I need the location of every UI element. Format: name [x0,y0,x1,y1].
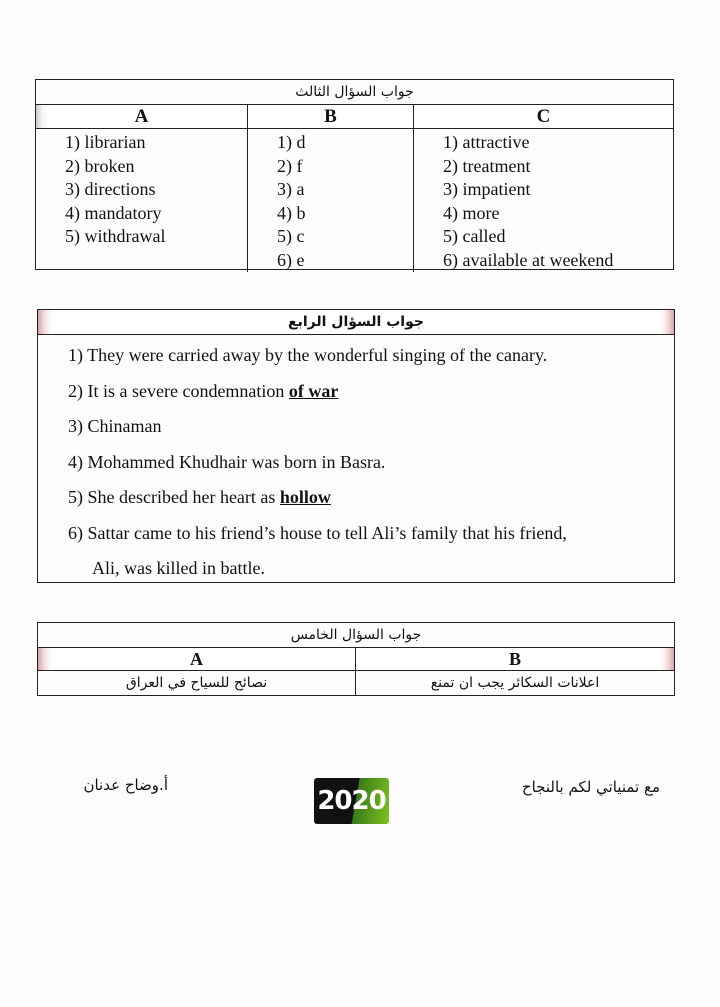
cell-b: اعلانات السكائر يجب ان تمنع [430,675,600,691]
answers-list [38,335,674,587]
answer-3: 3) Chinaman [68,416,162,436]
list-item: 5) c [277,226,305,246]
answer-6-line-1: 6) Sattar came to his friend’s house to tell Ali’s family that his friend, [68,522,567,543]
answer-table-q4 [37,309,675,583]
closing-wishes: مع تمنياتي لكم بالنجاح [521,778,660,796]
list-item: 2) broken [65,155,135,176]
table-title-q3: جواب السؤال الثالث [36,80,673,105]
list-item: 5) withdrawal [65,226,166,246]
header-a: A [36,105,248,128]
list-item: 4) mandatory [65,202,162,223]
list-item: 2) f [277,155,303,176]
header-b: B [248,105,414,128]
cell-a: نصائح للسياح في العراق [38,671,356,695]
list-item: 3) impatient [443,179,531,199]
table-header-row [38,648,674,671]
table-title-q5: جواب السؤال الخامس [38,623,674,648]
list-item: 1) librarian [65,132,146,152]
answer-5 [68,480,674,516]
answer-2-text: 2) It is a severe condemnation [68,380,289,401]
answer-6-line-2: Ali, was killed in battle. [92,558,265,578]
table-title-q4: جواب السؤال الرابع [38,310,674,335]
answer-table-q3 [35,79,674,270]
list-item: 3) directions [65,179,156,199]
list-item: 2) treatment [443,155,531,176]
list-item: 4) more [443,202,500,223]
column-c [414,129,673,272]
header-c: C [536,106,551,127]
column-a [36,129,248,272]
year-logo: 2020 [314,778,389,824]
list-item: 6) available at weekend [443,249,614,270]
answer-5-text: 5) She described her heart as [68,487,280,507]
list-item: 1) d [277,132,306,152]
answer-4: 4) Mohammed Khudhair was born in Basra. [68,451,386,472]
answer-1: 1) They were carried away by the wonderful singing of the canary. [68,345,548,365]
list-item: 3) a [277,179,305,199]
answer-2 [68,374,674,410]
column-b [248,129,414,272]
table-header-row [36,105,673,129]
answer-table-q5 [37,622,675,696]
list-item: 4) b [277,202,306,223]
table-row [38,671,674,695]
list-item: 5) called [443,226,506,246]
answer-2-emphasis: of war [288,380,339,401]
table-body [36,129,673,269]
list-item: 6) e [277,249,305,270]
header-a: A [38,648,356,670]
list-item: 1) attractive [443,132,530,152]
author-signature: أ.وضاح عدنان [83,776,168,794]
header-b: B [508,649,521,669]
answer-5-emphasis: hollow [279,487,331,507]
